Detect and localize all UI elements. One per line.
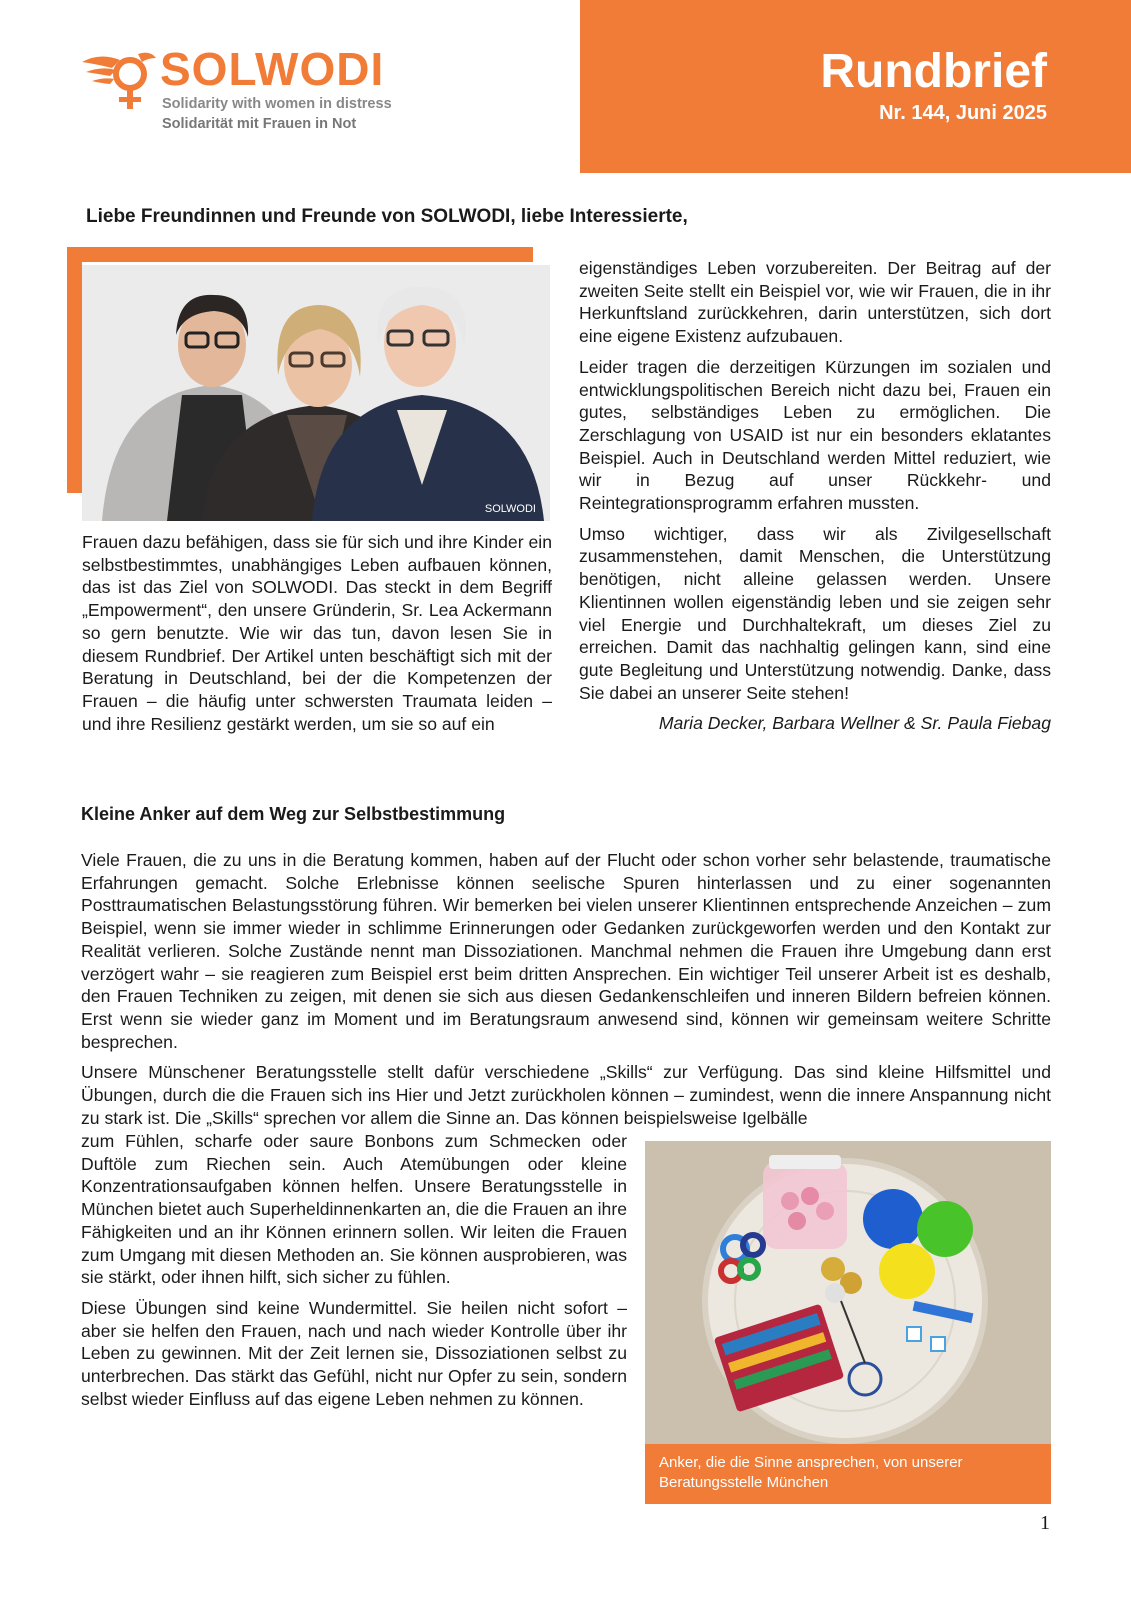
- figure-caption: Anker, die die Sinne ansprechen, von unserer Beratungsstelle München: [659, 1454, 963, 1491]
- intro-right-column: [579, 257, 1051, 735]
- article-paragraph: Unsere Münschener Beratungsstelle stellt dafür verschiedene „Skills“ zur Verfügung. Das sind kleine Hilfsmittel und Übungen, durch die die Frauen sich ins Hier und Jetzt zurückholen können – zumindest, wenn die innere Anspannung nicht zu stark ist. Die „Skills“ sprechen vor allem die Sinne an. Das können beispielsweise Igelbälle: [81, 1062, 1051, 1128]
- article-paragraph: Diese Übungen sind keine Wundermittel. Sie heilen nicht sofort – aber sie helfen den Frauen, nach und nach wieder Kontrolle über ihr Leben zu gewinnen. Mit der Zeit lernen sie, Dissoziationen selbst zu unterbrechen. Das stärkt das Gefühl, nicht nur Opfer zu sein, sondern selbst wieder Einfluss auf das eigene Leben nehmen zu können.: [81, 1297, 627, 1409]
- skills-figure: [645, 1141, 1051, 1504]
- newsletter-title: Rundbrief: [820, 45, 1047, 98]
- photo-credit: SOLWODI: [484, 503, 536, 515]
- header-banner: [580, 0, 1131, 173]
- article-paragraph: Viele Frauen, die zu uns in die Beratung kommen, haben auf der Flucht oder schon vorher sehr belastende, traumatische Erfahrungen gemacht. Solche Erlebnisse können seelische Spuren hinterlassen und zu einer sogenannten Posttraumatischen Belastungsstörung führen. Wir bemerken bei vielen unserer Klientinnen entsprechende Anzeichen – zum Beispiel, wenn sie immer wieder in schlimme Erinnerungen oder Gedanken zurückgeworfen werden und den Kontakt zur Realität verlieren. Solche Zustände nennt man Dissoziationen. Manchmal nehmen die Frauen ihre Umgebung dann erst verzögert wahr – sie reagieren zum Beispiel erst beim dritten Ansprechen. Ein wichtiger Teil unserer Arbeit ist es deshalb, den Frauen Techniken zu zeigen, mit denen sie sich aus diesen Gedankenschleifen und inneren Bildern befreien können. Erst wenn sie wieder ganz im Moment und im Beratungsraum anwesend sind, können wir gemeinsam weitere Schritte besprechen.: [81, 850, 1051, 1052]
- article-body-wrapped: [81, 1130, 627, 1418]
- newsletter-issue: Nr. 144, Juni 2025: [879, 102, 1047, 124]
- solwodi-logo: [80, 43, 440, 136]
- photo-frame-left: [67, 247, 82, 493]
- intro-paragraph: Umso wichtiger, dass wir als Zivilgesellschaft zusammenstehen, damit Menschen, die Unterstützung benötigen, nicht alleine gelassen werden. Unsere Klientinnen wollen eigenständig leben und sie zeigen sehr viel Energie und Durchhaltekraft, um dieses Ziel zu erreichen. Damit das nachhaltig gelingen kann, sind eine gute Begleitung und Unterstützung notwendig. Danke, dass Sie dabei an unserer Seite stehen!: [579, 523, 1051, 703]
- photo-frame-top: [67, 247, 533, 262]
- article-body: [81, 849, 1051, 1137]
- skills-photo-illustration: [645, 1141, 1051, 1444]
- team-photo-illustration: [82, 265, 550, 521]
- article-paragraph: zum Fühlen, scharfe oder saure Bonbons zum Schmecken oder Duftöle zum Riechen sein. Auch Atemübungen oder kleine Konzentrationsaufgaben können helfen. Unsere Beratungsstelle in München bietet auch Superheldinnenkarten an, die die Frauen an ihre Fähigkeiten und an ihr Können erinnern sollen. Wir leiten die Frauen zum Umgang mit diesen Methoden an. Sie können ausprobieren, was sie stärkt, oder ihnen hilft, sich sicher zu fühlen.: [81, 1131, 627, 1288]
- greeting-heading: Liebe Freundinnen und Freunde von SOLWODI, liebe Interessierte,: [86, 206, 688, 227]
- venus-wing-logo-icon: [80, 48, 158, 112]
- figure-caption-box: [645, 1444, 1051, 1504]
- logo-tagline-de: Solidarität mit Frauen in Not: [162, 116, 357, 132]
- intro-paragraph: eigenständiges Leben vorzubereiten. Der Beitrag auf der zweiten Seite stellt ein Beispiel vor, wie wir Frauen, die in ihr Herkunftsland zurückkehren, darin unterstützen, sich dort eine eigene Existenz aufzubauen.: [579, 258, 1051, 347]
- logo-name: SOLWODI: [160, 43, 385, 95]
- intro-left-column: Frauen dazu befähigen, dass sie für sich und ihre Kinder ein selbstbestimmtes, unabhängiges Leben aufbauen können, das ist das Ziel von SOLWODI. Das steckt in dem Begriff „Empowerment“, den unsere Gründerin, Sr. Lea Ackermann so gern benutzte. Wie wir das tun, davon lesen Sie in diesem Rundbrief. Der Artikel unten beschäftigt sich mit der Beratung in Deutschland, bei der die Kompetenzen der Frauen – die häufig unter schwersten Traumata leiden – und ihre Resilienz gestärkt werden, um sie so auf ein: [82, 532, 552, 734]
- logo-tagline-en: Solidarity with women in distress: [162, 96, 392, 112]
- intro-paragraph: Leider tragen die derzeitigen Kürzungen im sozialen und entwicklungspolitischen Bereich nicht dazu bei, Frauen ein gutes, selbständiges Leben zu ermöglichen. Die Zerschlagung von USAID ist nur ein besonders eklatantes Beispiel. Auch in Deutschland werden Mittel reduziert, wie wir in Bezug auf unser Rückkehr- und Reintegrationsprogramm erfahren mussten.: [579, 356, 1051, 514]
- signature: Maria Decker, Barbara Wellner & Sr. Paula Fiebag: [658, 713, 1051, 734]
- team-photo: [82, 265, 550, 521]
- article-heading: Kleine Anker auf dem Weg zur Selbstbestimmung: [81, 804, 506, 824]
- page-number: 1: [1040, 1512, 1050, 1534]
- skills-photo: [645, 1141, 1051, 1444]
